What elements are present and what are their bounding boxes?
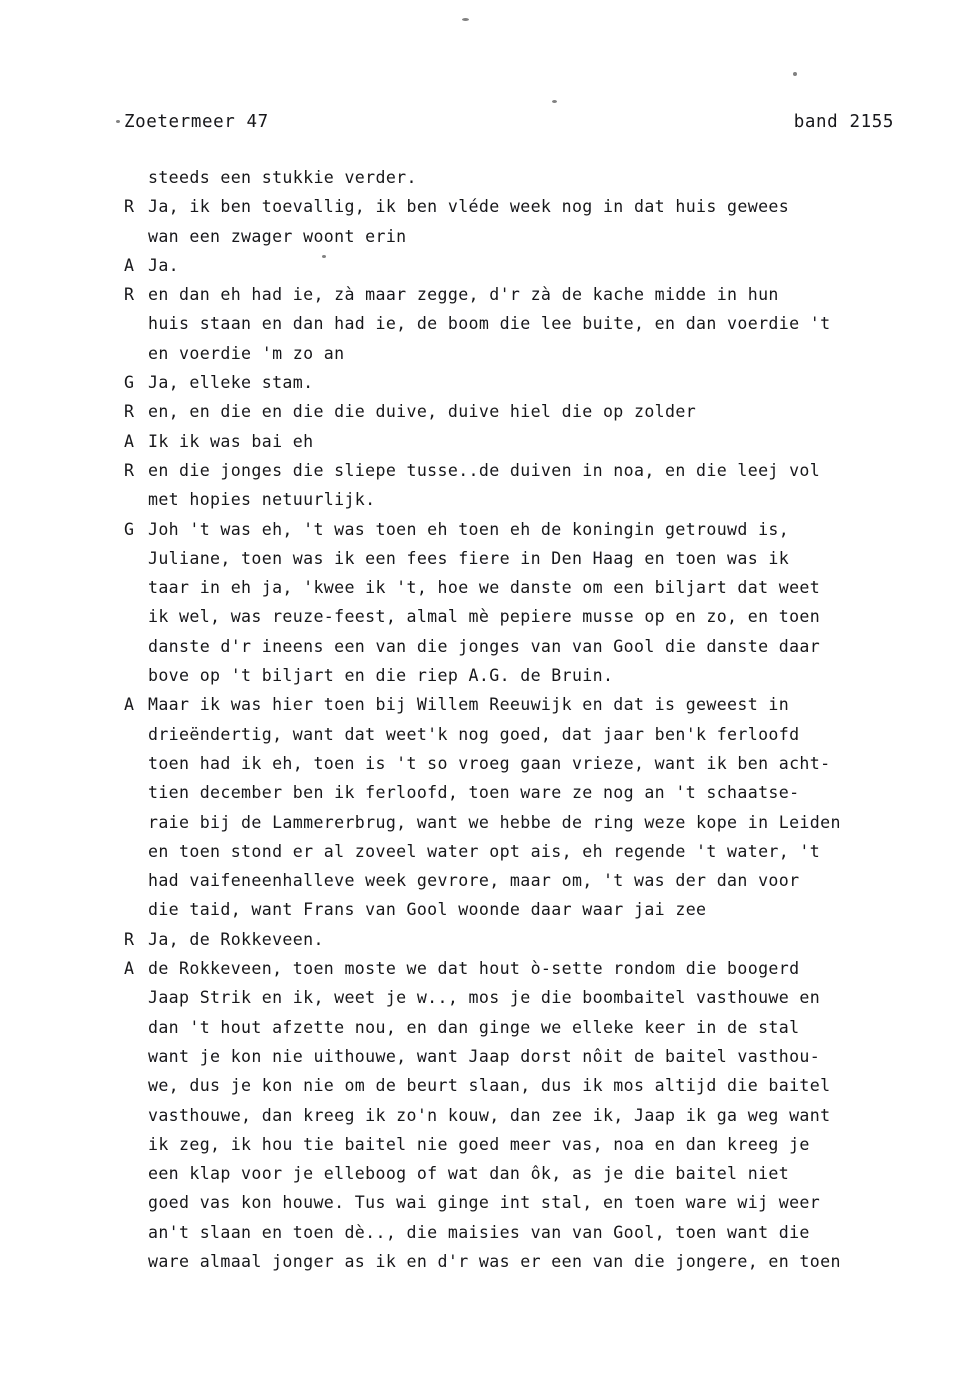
speaker-label: A — [124, 255, 135, 275]
speaker-label: A — [124, 431, 135, 451]
transcript-line — [124, 368, 974, 397]
transcript-text: ik zeg, ik hou tie baitel nie goed meer vas, noa en dan kreeg je — [148, 1134, 810, 1154]
transcript-text: Ja. — [148, 255, 180, 275]
transcript-line — [124, 778, 974, 807]
transcript-line — [124, 1130, 974, 1159]
transcript-line — [124, 749, 974, 778]
transcript-text: huis staan en dan had ie, de boom die lee buite, en dan voerdie 't — [148, 314, 831, 334]
transcript-text: wan een zwager woont erin — [148, 226, 407, 246]
transcript-line — [124, 1013, 974, 1042]
transcript-text: Maar ik was hier toen bij Willem Reeuwijk en dat is geweest in — [148, 695, 790, 715]
scan-speck — [793, 72, 797, 76]
transcript-text: raie bij de Lammererbrug, want we hebbe de ring weze kope in Leiden — [148, 812, 841, 832]
transcript-text: Joh 't was eh, 't was toen eh toen eh de koningin getrouwd is, — [148, 519, 790, 539]
transcript-text: dan 't hout afzette nou, en dan ginge we elleke keer in de stal — [148, 1017, 800, 1037]
transcript-line — [124, 397, 974, 426]
transcript-line — [124, 895, 974, 924]
transcript-text: die taid, want Frans van Gool woonde daar waar jai zee — [148, 900, 707, 920]
transcript-line — [124, 192, 974, 221]
transcript-text: had vaifeneenhalleve week gevrore, maar om, 't was der dan voor — [148, 871, 800, 891]
page-header — [124, 112, 894, 132]
transcript-text: Ja, de Rokkeveen. — [148, 929, 324, 949]
transcript-line — [124, 515, 974, 544]
transcript-text: bove op 't biljart en die riep A.G. de Bruin. — [148, 666, 614, 686]
transcript-text: drieëndertig, want dat weet'k nog goed, dat jaar ben'k ferloofd — [148, 724, 800, 744]
transcript-text: de Rokkeveen, toen moste we dat hout ò-sette rondom die boogerd — [148, 959, 800, 979]
transcript-line — [124, 925, 974, 954]
transcript-line — [124, 544, 974, 573]
transcript-line — [124, 456, 974, 485]
transcript-text: goed vas kon houwe. Tus wai ginge int stal, en toen ware wij weer — [148, 1193, 821, 1213]
transcript-line — [124, 251, 974, 280]
transcript-text: steeds een stukkie verder. — [148, 168, 417, 187]
transcript-text: ik wel, was reuze-feest, almal mè pepiere musse op en zo, en toen — [148, 607, 821, 627]
transcript-text: want je kon nie uithouwe, want Jaap dorst nôit de baitel vasthou- — [148, 1046, 821, 1066]
speaker-label: A — [124, 959, 135, 979]
transcript-line — [124, 309, 974, 338]
transcript-line — [124, 632, 974, 661]
transcript-line — [124, 866, 974, 895]
transcript-line — [124, 427, 974, 456]
transcript-text: Ik ik was bai eh — [148, 431, 314, 451]
speaker-label: G — [124, 373, 135, 393]
scan-speck — [462, 18, 469, 21]
speaker-label: R — [124, 197, 135, 217]
transcript-text: en die jonges die sliepe tusse..de duiven in noa, en die leej vol — [148, 460, 821, 480]
transcript-text: vasthouwe, dan kreeg ik zo'n kouw, dan zee ik, Jaap ik ga weg want — [148, 1105, 831, 1125]
transcript-line — [124, 808, 974, 837]
transcript-line — [124, 280, 974, 309]
transcript-line — [124, 1188, 974, 1217]
speaker-label: A — [124, 695, 135, 715]
transcript-line — [124, 573, 974, 602]
speaker-label: R — [124, 460, 135, 480]
transcript-text: tien december ben ik ferloofd, toen ware ze nog an 't schaatse- — [148, 783, 800, 803]
transcript-line — [124, 837, 974, 866]
transcript-line — [124, 602, 974, 631]
transcript-line — [124, 163, 974, 192]
band-label: band 2155 — [793, 112, 894, 132]
transcript-body — [124, 163, 974, 1276]
transcript-line — [124, 1247, 974, 1276]
transcript-text: danste d'r ineens een van die jonges van van Gool die danste daar — [148, 636, 821, 656]
transcript-line — [124, 1042, 974, 1071]
transcript-text: en, en die en die die duive, duive hiel die op zolder — [148, 402, 697, 422]
transcript-line — [124, 1071, 974, 1100]
scan-speck — [552, 100, 557, 103]
transcript-text: en toen stond er al zoveel water opt ais, eh regende 't water, 't — [148, 841, 821, 861]
transcript-line — [124, 690, 974, 719]
transcript-line — [124, 1159, 974, 1188]
speaker-label: R — [124, 285, 135, 305]
transcript-text: Juliane, toen was ik een fees fiere in Den Haag en toen was ik — [148, 548, 790, 568]
transcript-text: Ja, ik ben toevallig, ik ben vléde week nog in dat huis gewees — [148, 197, 790, 217]
transcript-text: ware almaal jonger as ik en d'r was er een van die jongere, en toen — [148, 1251, 841, 1271]
transcript-line — [124, 661, 974, 690]
transcript-text: Ja, elleke stam. — [148, 373, 314, 393]
transcript-text: we, dus je kon nie om de beurt slaan, dus ik mos altijd die baitel — [148, 1076, 831, 1096]
transcript-text: een klap voor je elleboog of wat dan ôk, as je die baitel niet — [148, 1164, 790, 1184]
transcript-line — [124, 339, 974, 368]
scan-speck — [116, 120, 120, 123]
transcript-line — [124, 485, 974, 514]
transcript-line — [124, 954, 974, 983]
speaker-label: R — [124, 402, 135, 422]
transcript-line — [124, 1101, 974, 1130]
transcript-text: toen had ik eh, toen is 't so vroeg gaan vrieze, want ik ben acht- — [148, 753, 831, 773]
transcript-text: en voerdie 'm zo an — [148, 343, 345, 363]
transcript-line — [124, 222, 974, 251]
speaker-label: R — [124, 929, 135, 949]
transcript-line — [124, 720, 974, 749]
transcript-text: Jaap Strik en ik, weet je w.., mos je die boombaitel vasthouwe en — [148, 988, 821, 1008]
speaker-label: G — [124, 519, 135, 539]
transcript-text: an't slaan en toen dè.., die maisies van van Gool, toen want die — [148, 1222, 810, 1242]
transcript-text: met hopies netuurlijk. — [148, 490, 376, 510]
transcript-text: en dan eh had ie, zà maar zegge, d'r zà de kache midde in hun — [148, 285, 779, 305]
transcript-text: taar in eh ja, 'kwee ik 't, hoe we danste om een biljart dat weet — [148, 578, 821, 598]
page-title: Zoetermeer 47 — [124, 112, 269, 132]
transcript-line — [124, 1218, 974, 1247]
transcript-line — [124, 983, 974, 1012]
